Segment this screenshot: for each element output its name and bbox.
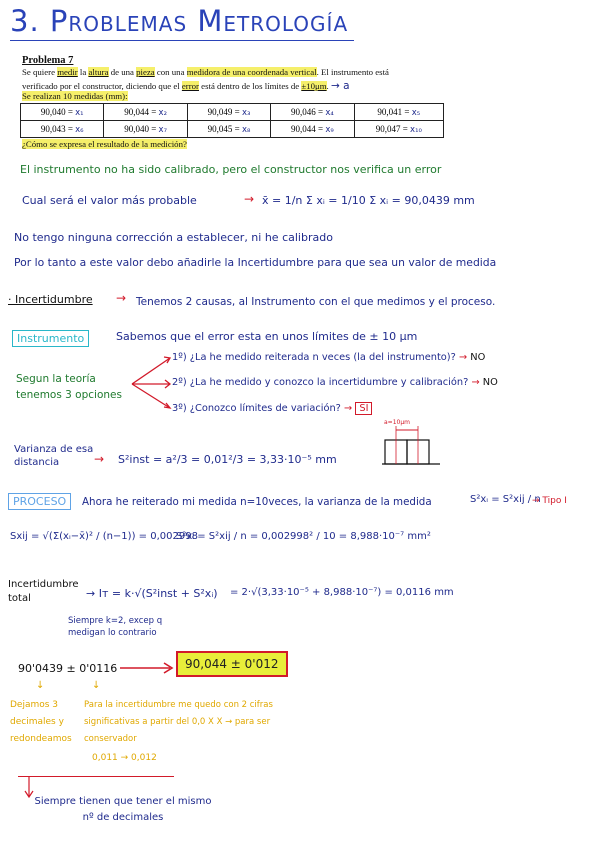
option-2: 2º) ¿La he medido y conozco la incertidumbre y calibración? → NO xyxy=(172,377,498,388)
table-cell: 90,044 = x₉ xyxy=(271,121,354,138)
teoria-opciones: Segun la teoría tenemos 3 opciones xyxy=(16,373,122,401)
table-cell: 90,040 = x₁ xyxy=(21,104,104,121)
para-la-incertidumbre: Para la incertidumbre me quedo con 2 cifras significativas a partir del 0,0 X X → para ser conservador xyxy=(84,700,273,744)
dejamos-decimales: Dejamos 3 decimales y redondeamos xyxy=(10,700,72,744)
diagram-label: a=10μm xyxy=(384,419,411,426)
table-cell: 90,049 = x₃ xyxy=(187,104,270,121)
problem-heading: Problema 7 xyxy=(22,55,74,66)
arrow-right-icon xyxy=(118,660,176,676)
proceso-box: PROCESO xyxy=(8,493,71,510)
note-incertidumbre: Por lo tanto a este valor debo añadirle la Incertidumbre para que sea un valor de medida xyxy=(14,256,497,269)
proceso-formula: S²xᵢ = S²xij / n xyxy=(470,494,541,505)
table-cell: 90,043 = x₆ xyxy=(21,121,104,138)
table-cell: 90,046 = x₄ xyxy=(271,104,354,121)
table-cell: 90,045 = x₈ xyxy=(187,121,270,138)
siempre-k-note: Siempre k=2, excep q medigan lo contrario xyxy=(68,616,163,638)
arrow-right-icon: → xyxy=(244,192,255,206)
mismo-decimales-note: Siempre tienen que tener el mismo nº de decimales xyxy=(34,796,212,823)
rounding-example: 0,011 → 0,012 xyxy=(92,753,157,763)
table-cell: 90,044 = x₂ xyxy=(104,104,187,121)
option-3: 3º) ¿Conozco límites de variación? → SI xyxy=(172,403,372,414)
mean-formula: x̄ = 1/n Σ xᵢ = 1/10 Σ xᵢ = 90,0439 mm xyxy=(262,194,475,207)
table-row xyxy=(21,121,444,138)
arrow-right-icon: → xyxy=(116,291,127,305)
table-cell: 90,040 = x₇ xyxy=(104,121,187,138)
measurements-table xyxy=(20,103,444,138)
note-no-calibrado: El instrumento no ha sido calibrado, pero el constructor nos verifica un error xyxy=(20,163,442,176)
incertidumbre-total-value: = 2·√(3,33·10⁻⁵ + 8,988·10⁻⁷) = 0,0116 mm xyxy=(230,587,454,598)
problem-question: ¿Cómo se expresa el resultado de la medición? xyxy=(22,139,187,149)
sx-formula: S²xᵢ = S²xij / n = 0,002998² / 10 = 8,988·10⁻⁷ mm² xyxy=(176,531,431,542)
instrumento-error: Sabemos que el error esta en unos límites de ± 10 μm xyxy=(116,330,418,343)
note-valor-probable: Cual será el valor más probable xyxy=(22,194,197,207)
incertidumbre-total-label: Incertidumbre total xyxy=(8,579,79,604)
note-no-correccion: No tengo ninguna corrección a establecer, ni he calibrado xyxy=(14,231,333,244)
table-cell: 90,041 = x₅ xyxy=(354,104,443,121)
arrow-down-icon: ↓ xyxy=(36,680,45,691)
proceso-text: Ahora he reiterado mi medida n=10veces, la varianza de la medida xyxy=(82,496,432,508)
arrow-right-icon: → xyxy=(94,452,105,466)
result-unrounded: 90'0439 ± 0'0116 xyxy=(18,662,118,675)
option-1: 1º) ¿La he medido reiterada n veces (la del instrumento)? → NO xyxy=(172,352,486,363)
arrow-down-icon: ↓ xyxy=(92,680,101,691)
divider xyxy=(18,776,174,777)
problem-line-2: verificado por el constructor, diciendo que el error está dentro de los límites de ±10μm. → a xyxy=(22,80,350,92)
varianza-label: Varianza de esa distancia xyxy=(14,444,94,468)
incertidumbre-total-formula: → Iт = k·√(S²inst + S²xᵢ) xyxy=(86,587,218,600)
problem-line-3: Se realizan 10 medidas (mm): xyxy=(22,91,128,101)
table-cell: 90,047 = x₁₀ xyxy=(354,121,443,138)
incertidumbre-causas: Tenemos 2 causas, al Instrumento con el que medimos y el proceso. xyxy=(136,296,496,308)
final-result: 90,044 ± 0'012 xyxy=(176,651,288,677)
varianza-formula: S²inst = a²/3 = 0,01²/3 = 3,33·10⁻⁵ mm xyxy=(118,453,337,466)
title-underline xyxy=(10,40,354,41)
sxij-formula: Sxij = √(Σ(xᵢ−x̄)² / (n−1)) = 0,002998 xyxy=(10,531,198,542)
branch-arrows-icon xyxy=(128,352,176,412)
table-row xyxy=(21,104,444,121)
page-title: 3. Problemas Metrología xyxy=(10,4,349,38)
distribution-diagram xyxy=(380,420,450,468)
instrumento-box: Instrumento xyxy=(12,330,89,347)
incertidumbre-label: · Incertidumbre xyxy=(8,293,93,306)
problem-line-1: Se quiere medir la altura de una pieza con una medidora de una coordenada vertical. El instrumento está xyxy=(22,67,389,77)
proceso-tipo: → Tipo I xyxy=(532,496,567,506)
